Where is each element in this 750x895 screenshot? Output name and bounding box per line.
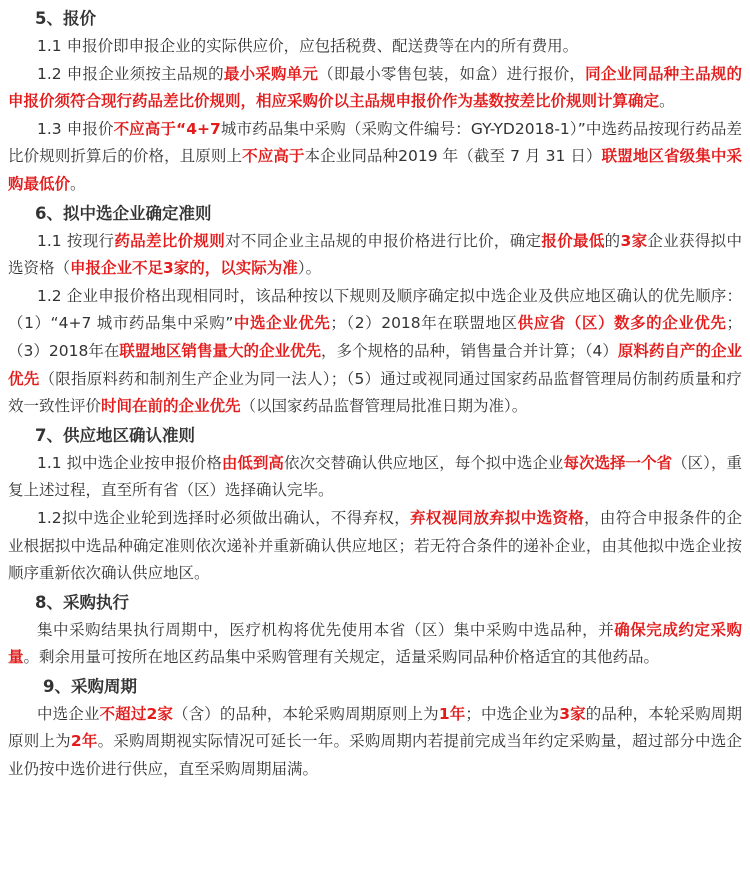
section-9: [8, 672, 742, 784]
text-run: ，由符合申报条件的企业根据拟中选品种确定准则依次递补并重新确认供应地区；若无符合条件的递补企业，由其他拟中选企业按顺序重新依次确认供应地区。: [8, 508, 742, 583]
paragraph: [8, 228, 742, 283]
paragraph: [8, 61, 742, 116]
text-run: ；（3）2018年在: [8, 314, 742, 360]
text-run: 。: [70, 174, 86, 193]
text-run: ，多个规格的品种，销售量合并计算；（4）: [321, 341, 618, 360]
highlighted-text: 中选企业优先: [233, 314, 331, 333]
text-run: 集中采购结果执行周期中，医疗机构将优先使用本省（区）集中采购中选品种，并: [37, 620, 615, 639]
text-run: 的: [604, 231, 621, 250]
paragraph: [8, 617, 742, 672]
highlighted-text: 联盟地区省级集中采购最低价: [8, 147, 742, 193]
highlighted-text: 申报企业不足3家的，以实际为准: [70, 259, 298, 278]
text-run: 本企业同品种2019 年（截至 7 月 31 日）: [304, 147, 602, 166]
text-run: 1.1 按现行: [37, 231, 115, 250]
text-run: 1.2 企业申报价格出现相同时，该品种按以下规则及顺序确定拟中选企业及供应地区确认的优先顺序：（1）“4+7 城市药品集中采购”: [8, 286, 742, 333]
text-run: 1.3 申报价: [37, 119, 114, 138]
highlighted-text: 由低到高: [221, 453, 284, 472]
highlighted-text: 药品差比价规则: [114, 231, 226, 250]
text-run: （限指原料药和制剂生产企业为同一法人）；（5）通过或视同通过国家药品监督管理局仿制药质量和疗效一致性评价: [8, 369, 742, 416]
highlighted-text: 确保完成约定采购量: [8, 620, 742, 667]
highlighted-text: 同企业同品种主品规的申报价须符合现行药品差比价规则，相应采购价以主品规申报价作为基数按差比价规则计算确定: [8, 64, 742, 111]
text-run: 对不同企业主品规的申报价格进行比价，确定: [225, 231, 542, 250]
text-run: 企业获得拟中选资格（: [8, 231, 742, 278]
text-run: 中选企业: [37, 704, 100, 723]
text-run: 1.1 申报价即申报企业的实际供应价，应包括税费、配送费等在内的所有费用。: [37, 37, 579, 55]
highlighted-text: 时间在前的企业优先: [101, 397, 241, 416]
paragraph: [8, 283, 742, 421]
highlighted-text: 3家: [559, 704, 586, 723]
highlighted-text: 1年: [438, 704, 466, 723]
highlighted-text: 报价最低: [541, 231, 605, 250]
text-run: 城市药品集中采购（采购文件编号：GY-YD2018-1）”中选药品按现行药品差比价规则折算后的价格，且原则上: [8, 119, 742, 166]
section-6: [8, 199, 742, 421]
section-heading: 9、采购周期: [43, 676, 137, 696]
highlighted-text: 供应省（区）数多的企业优先: [517, 314, 727, 333]
paragraph: [8, 116, 742, 199]
text-run: （即最小零售包装，如盒）进行报价，: [318, 64, 586, 83]
paragraph: [8, 450, 742, 505]
highlighted-text: 2年: [70, 732, 98, 751]
paragraph: [8, 33, 742, 61]
section-5: [8, 4, 742, 199]
text-run: ；（2）2018年在联盟地区: [330, 314, 518, 333]
text-run: 1.2拟中选企业轮到选择时必须做出确认，不得弃权，: [37, 508, 411, 527]
text-run: 。: [659, 92, 675, 111]
text-run: 。剩余用量可按所在地区药品集中采购管理有关规定，适量采购同品种价格适宜的其他药品。: [23, 648, 660, 667]
highlighted-text: 不应高于“4+7: [113, 119, 221, 138]
highlighted-text: 每次选择一个省: [563, 453, 673, 472]
text-run: 。采购周期视实际情况可延长一年。采购周期内若提前完成当年约定采购量，超过部分中选企业仍按中选价进行供应，直至采购周期届满。: [8, 732, 742, 779]
text-run: ）。: [297, 259, 322, 278]
highlighted-text: 3家: [620, 231, 648, 250]
text-run: 依次交替确认供应地区，每个拟中选企业: [283, 453, 564, 472]
highlighted-text: 不应高于: [242, 147, 305, 166]
text-run: （区），重复上述过程，直至所有省（区）选择确认完毕。: [8, 453, 742, 500]
section-heading: 8、采购执行: [35, 592, 129, 612]
highlighted-text: 弃权视同放弃拟中选资格: [410, 508, 585, 527]
text-run: 1.2 申报企业须按主品规的: [37, 64, 224, 83]
text-run: 1.1 拟中选企业按申报价格: [37, 453, 222, 472]
highlighted-text: 联盟地区销售量大的企业优先: [119, 341, 322, 360]
section-8: [8, 588, 742, 672]
highlighted-text: 不超过2家: [99, 704, 174, 723]
highlighted-text: 最小采购单元: [223, 64, 319, 83]
highlighted-text: 原料药自产的企业优先: [8, 341, 742, 388]
text-run: （含）的品种，本轮采购周期原则上为: [173, 704, 439, 723]
paragraph: [8, 505, 742, 588]
section-heading: 7、供应地区确认准则: [35, 425, 195, 445]
section-heading: 6、拟中选企业确定准则: [35, 203, 212, 223]
paragraph: [8, 701, 742, 784]
text-run: ；中选企业为: [465, 704, 560, 723]
section-7: [8, 421, 742, 588]
section-heading: 5、报价: [35, 9, 96, 28]
text-run: 的品种，本轮采购周期原则上为: [8, 704, 742, 751]
text-run: （以国家药品监督管理局批准日期为准）。: [240, 397, 528, 416]
